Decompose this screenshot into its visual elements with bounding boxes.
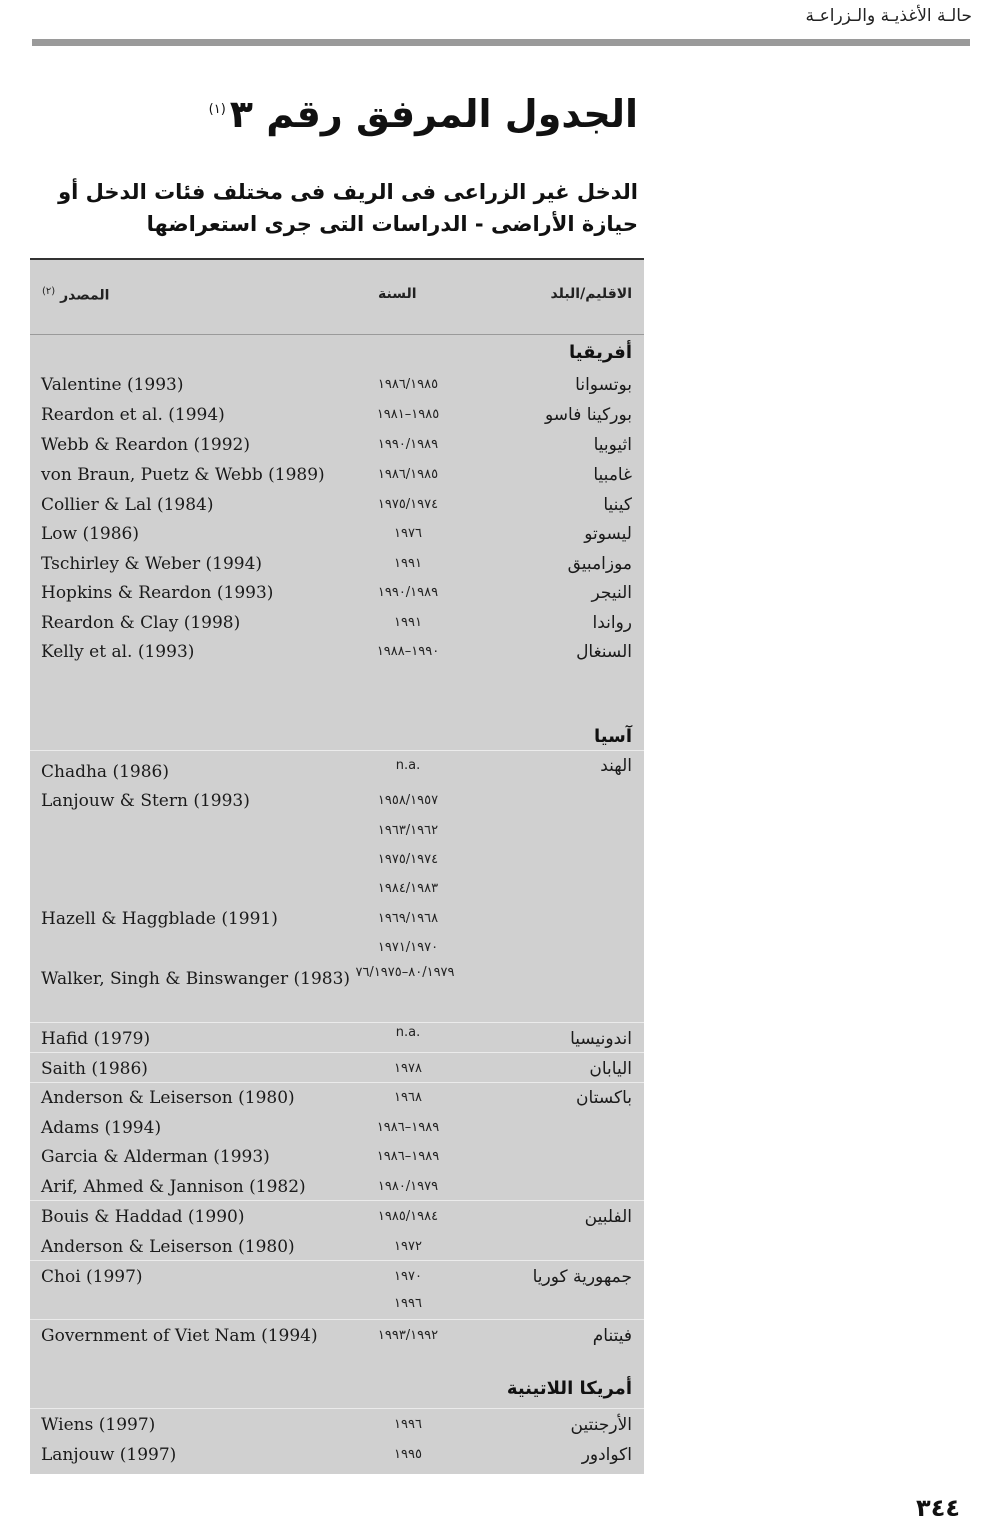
annex-table	[30, 258, 644, 1474]
row-source: Walker, Singh & Binswanger (1983)	[41, 969, 351, 989]
table-row	[30, 1410, 644, 1440]
row-year: ١٩٦٩/١٩٦٨	[377, 911, 439, 926]
row-year: ١٩٧٦	[394, 526, 422, 541]
row-country: موزامبيق	[567, 554, 632, 574]
row-source: Anderson & Leiserson (1980)	[41, 1237, 295, 1257]
table-row	[30, 904, 644, 934]
region-heading-latin-america: أمريكا اللاتينية	[506, 1378, 632, 1399]
row-source: Lanjouw (1997)	[41, 1445, 177, 1465]
table-row	[30, 549, 644, 579]
row-source: Arif, Ahmed & Jannison (1982)	[41, 1177, 306, 1197]
row-country: الفلبين	[584, 1207, 632, 1227]
row-year: ١٩٥٨/١٩٥٧	[377, 793, 439, 808]
row-year: ١٩٧٠	[394, 1269, 422, 1284]
row-country: باكستان	[576, 1088, 632, 1108]
row-divider	[30, 1200, 644, 1201]
row-year: ١٩٦٣/١٩٦٢	[377, 823, 439, 838]
table-row	[30, 460, 644, 490]
row-source: Reardon et al. (1994)	[41, 405, 225, 425]
row-source: Saith (1986)	[41, 1059, 148, 1079]
row-year: ١٩٦٨	[394, 1090, 422, 1105]
table-row	[30, 608, 644, 638]
row-year: ١٩٧١/١٩٧٠	[377, 940, 439, 955]
row-year: ١٩٨٤/١٩٨٣	[377, 881, 439, 896]
row-year: ١٩٧٥/١٩٧٤	[377, 497, 439, 512]
row-year: ١٩٨٦/١٩٨٥	[377, 467, 439, 482]
row-year: ١٩٩٠/١٩٨٩	[377, 437, 439, 452]
table-row	[30, 400, 644, 430]
row-year: ١٩٧٢	[394, 1239, 422, 1254]
row-country: اليابان	[589, 1059, 632, 1079]
row-country: غامبيا	[593, 465, 632, 485]
row-source: Wiens (1997)	[41, 1415, 156, 1435]
table-row	[30, 1113, 644, 1143]
table-row	[30, 757, 644, 787]
table-row	[30, 786, 644, 816]
page-number: ٣٤٤	[916, 1494, 960, 1522]
row-source: Garcia & Alderman (1993)	[41, 1147, 270, 1167]
table-row	[30, 1232, 644, 1262]
title-footnote-mark: (١)	[208, 102, 226, 118]
row-year: ١٩٩٦	[394, 1417, 422, 1432]
row-divider	[30, 750, 644, 751]
row-year: ١٩٨٦/١٩٨٥	[377, 377, 439, 392]
table-subtitle: الدخل غير الزراعى فى الريف فى مختلف فئات الدخل أو حيازة الأراضى - الدراسات التى جرى استعراضها	[58, 180, 638, 236]
row-source: Valentine (1993)	[41, 375, 184, 395]
title-text: الجدول المرفق رقم ٣	[229, 92, 638, 136]
running-head: حالـة الأغذيـة والـزراعـة	[805, 6, 972, 26]
row-year: ١٩٨٩–١٩٨٦	[376, 1149, 440, 1164]
header-source-label: المصدر	[60, 287, 110, 304]
table-row	[30, 1142, 644, 1172]
table-row	[30, 1172, 644, 1202]
row-year: ١٩٨٠/١٩٧٩	[377, 1179, 439, 1194]
region-heading-africa: أفريقيا	[569, 342, 632, 363]
row-source: Hazell & Haggblade (1991)	[41, 909, 278, 929]
row-country: ليسوتو	[584, 524, 632, 544]
header-divider	[30, 334, 644, 335]
row-source: Low (1986)	[41, 524, 140, 544]
row-year: ٨٠/١٩٧٩–٧٦/١٩٧٥	[355, 965, 455, 980]
header-source	[42, 286, 109, 304]
row-country: السنغال	[576, 642, 632, 662]
row-divider	[30, 1022, 644, 1023]
row-divider	[30, 1408, 644, 1409]
row-country: فيتنام	[592, 1326, 632, 1346]
table-row	[30, 370, 644, 400]
row-source: Choi (1997)	[41, 1267, 143, 1287]
row-country: النيجر	[591, 583, 632, 603]
row-year: ١٩٩١	[394, 556, 422, 571]
row-year: ١٩٩٠–١٩٨٨	[376, 644, 440, 659]
row-source: Hopkins & Reardon (1993)	[41, 583, 274, 603]
table-row	[30, 430, 644, 460]
header-rule	[32, 39, 970, 46]
row-divider	[30, 1052, 644, 1053]
page-title	[209, 92, 638, 136]
table-row	[30, 637, 644, 667]
row-source: Chadha (1986)	[41, 762, 169, 782]
row-country: اثيوبيا	[593, 435, 632, 455]
row-country: بوتسوانا	[575, 375, 632, 395]
table-row	[30, 1440, 644, 1470]
row-source: Bouis & Haddad (1990)	[41, 1207, 245, 1227]
table-row	[30, 874, 644, 904]
row-year: ١٩٩٣/١٩٩٢	[377, 1328, 439, 1343]
row-year: ١٩٩٦	[394, 1296, 422, 1311]
row-source: Anderson & Leiserson (1980)	[41, 1088, 295, 1108]
row-source: Reardon & Clay (1998)	[41, 613, 241, 633]
row-source: Collier & Lal (1984)	[41, 495, 214, 515]
row-country: جمهورية كوريا	[532, 1267, 632, 1287]
row-year: ١٩٨٩–١٩٨٦	[376, 1120, 440, 1135]
row-divider	[30, 1260, 644, 1261]
row-year: ١٩٨٥–١٩٨١	[376, 407, 440, 422]
table-row	[30, 519, 644, 549]
row-year: ١٩٧٨	[394, 1061, 422, 1076]
row-year: n.a.	[395, 758, 421, 773]
row-year: ١٩٩١	[394, 615, 422, 630]
row-year: n.a.	[395, 1025, 421, 1040]
table-row	[30, 1289, 644, 1319]
row-source: von Braun, Puetz & Webb (1989)	[41, 465, 325, 485]
row-source: Kelly et al. (1993)	[41, 642, 195, 662]
header-year: السنة	[378, 286, 417, 302]
table-row	[30, 1202, 644, 1232]
row-source: Lanjouw & Stern (1993)	[41, 791, 250, 811]
row-country: الهند	[600, 756, 632, 776]
row-source: Hafid (1979)	[41, 1029, 151, 1049]
table-row	[30, 490, 644, 520]
row-country: كينيا	[603, 495, 632, 515]
row-year: ١٩٩٥	[394, 1447, 422, 1462]
row-year: ١٩٧٥/١٩٧٤	[377, 852, 439, 867]
header-region-country: الاقليم/البلد	[550, 286, 632, 302]
row-source: Webb & Reardon (1992)	[41, 435, 250, 455]
row-country: رواندا	[592, 613, 632, 633]
table-row	[30, 578, 644, 608]
row-year: ١٩٩٠/١٩٨٩	[377, 585, 439, 600]
row-country: بوركينا فاسو	[545, 405, 632, 425]
header-source-footnote-mark: (٢)	[42, 286, 56, 297]
region-heading-asia: آسيا	[594, 726, 632, 747]
row-year: ١٩٨٥/١٩٨٤	[377, 1209, 439, 1224]
row-country: اكوادور	[581, 1445, 632, 1465]
row-source: Adams (1994)	[41, 1118, 162, 1138]
table-row	[30, 1054, 644, 1084]
table-row	[30, 1262, 644, 1292]
table-row	[30, 1083, 644, 1113]
row-country: الأرجنتين	[570, 1415, 632, 1435]
row-divider	[30, 1319, 644, 1320]
row-source: Government of Viet Nam (1994)	[41, 1326, 318, 1346]
table-row	[30, 816, 644, 846]
row-country: اندونيسيا	[570, 1029, 632, 1049]
table-row	[30, 1321, 644, 1351]
table-row	[30, 964, 644, 1024]
table-row	[30, 845, 644, 875]
row-source: Tschirley & Weber (1994)	[41, 554, 263, 574]
table-row	[30, 1024, 644, 1054]
